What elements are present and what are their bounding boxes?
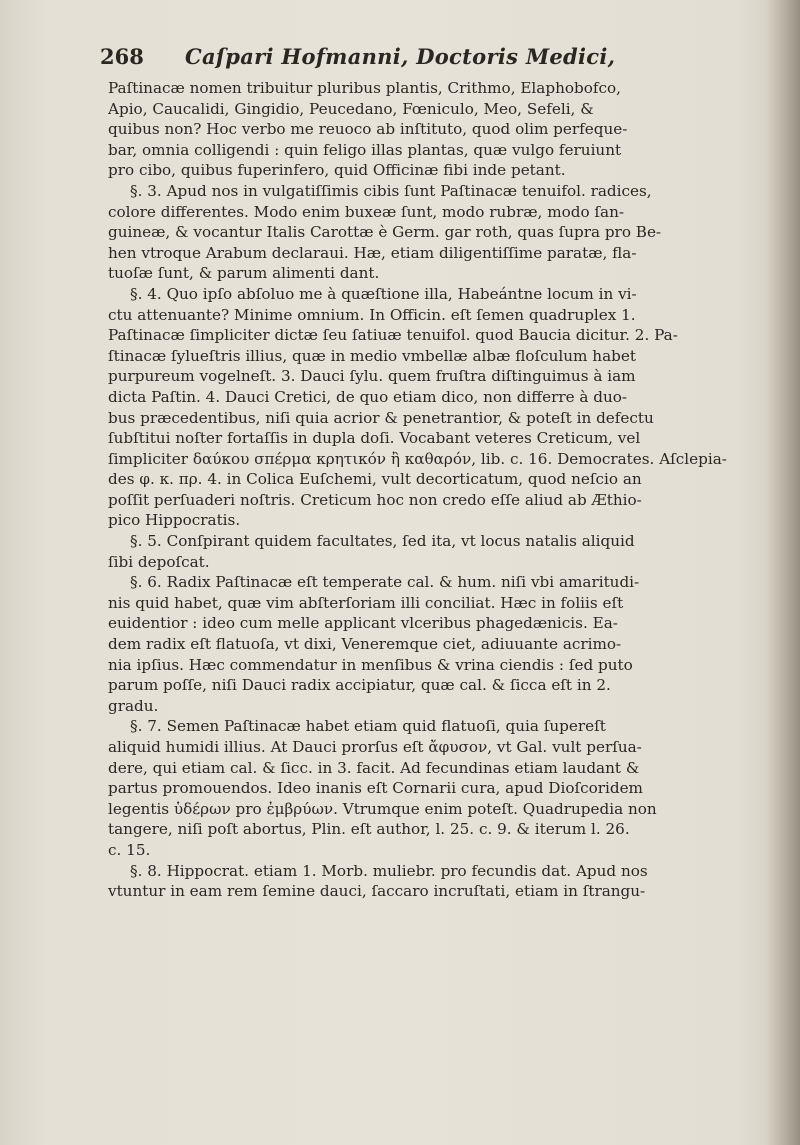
page-header (100, 44, 740, 74)
text-line: des φ. κ. πρ. 4. in Colica Euſchemi, vult decorticatum, quod neſcio an (108, 470, 642, 489)
text-line: poſſit perſuaderi noſtris. Creticum hoc non credo eſſe aliud ab Æthio- (108, 490, 642, 509)
text-line: parum poſſe, niſi Dauci radix accipiatur, quæ cal. & ſicca eſt in 2. (108, 676, 611, 695)
text-line: ſubſtitui noſter fortaſſis in dupla doſi. Vocabant veteres Creticum, vel (108, 429, 641, 448)
text-line: dere, qui etiam cal. & ſicc. in 3. facit. Ad fecundinas etiam laudant & (108, 758, 640, 777)
text-line: bar, omnia colligendi : quin feligo illas plantas, quæ vulgo feruiunt (108, 140, 622, 159)
text-line: purpureum vogelneſt. 3. Dauci ſylu. quem fruſtra diſtinguimus à iam (108, 367, 636, 386)
text-line: c. 15. (108, 840, 151, 859)
page-spine-shadow (766, 0, 800, 1145)
text-line: §. 5. Conſpirant quidem facultates, ſed ita, vt locus natalis aliquid (130, 532, 635, 551)
body-text (108, 78, 748, 902)
running-head: Caſpari Hofmanni, Doctoris Medici, (185, 44, 616, 69)
text-line: aliquid humidi illius. At Dauci prorſus eſt ἄφυσον, vt Gal. vult perſua- (108, 738, 642, 756)
text-line: tangere, niſi poſt abortus, Plin. eſt author, l. 25. c. 9. & iterum l. 26. (108, 820, 630, 839)
text-line: tuoſæ ſunt, & parum alimenti dant. (108, 264, 380, 283)
text-line: gradu. (108, 696, 159, 715)
text-line: ſtinacæ ſylueſtris illius, quæ in medio vmbellæ albæ floſculum habet (108, 346, 636, 365)
text-line: Paſtinacæ nomen tribuitur pluribus plantis, Crithmo, Elaphobofco, (108, 79, 621, 97)
text-line: dicta Paſtin. 4. Dauci Cretici, de quo etiam dico, non differre à duo- (108, 387, 628, 406)
text-line: §. 8. Hippocrat. etiam 1. Morb. muliebr. pro fecundis dat. Apud nos (130, 861, 648, 880)
text-line: colore differentes. Modo enim buxeæ ſunt, modo rubræ, modo ſan- (108, 202, 625, 221)
text-line: §. 6. Radix Paſtinacæ eſt temperate cal. & hum. niſi vbi amaritudi- (130, 573, 640, 592)
text-line: Paſtinacæ ſimpliciter dictæ ſeu ſatiuæ tenuifol. quod Baucia dicitur. 2. Pa- (108, 326, 678, 345)
text-line: ctu attenuante? Minime omnium. In Officin. eſt ſemen quadruplex 1. (108, 305, 636, 324)
text-line: ſibi depoſcat. (108, 552, 210, 571)
text-line: dem radix eſt flatuoſa, vt dixi, Veneremque ciet, adiuuante acrimo- (108, 635, 622, 654)
text-line: ſimpliciter δαύκου σπέρμα κρητικόν ἢ καθαρόν, lib. c. 16. Democrates. Aſclepia- (108, 449, 727, 468)
text-line: partus promouendos. Ideo inanis eſt Cornarii cura, apud Dioſcoridem (108, 779, 643, 798)
text-line: pico Hippocratis. (108, 511, 241, 530)
text-line: §. 4. Quo ipſo abſoluo me à quæſtione illa, Habeántne locum in vi- (130, 284, 637, 303)
text-line: pro cibo, quibus fuperinfero, quid Officinæ fibi inde petant. (108, 161, 566, 180)
text-line: guineæ, & vocantur Italis Carottæ è Germ. gar roth, quas ſupra pro Be- (108, 223, 662, 242)
text-line: §. 3. Apud nos in vulgatiſſimis cibis ſunt Paſtinacæ tenuifol. radices, (130, 181, 652, 200)
text-line: nis quid habet, quæ vim abſterſoriam illi conciliat. Hæc in foliis eſt (108, 593, 624, 612)
text-line: quibus non? Hoc verbo me reuoco ab inſtituto, quod olim perfeque- (108, 120, 628, 139)
page-number: 268 (100, 44, 144, 69)
text-line: hen vtroque Arabum declaraui. Hæ, etiam diligentiſſime paratæ, fla- (108, 243, 637, 262)
text-line: euidentior : ideo cum melle applicant vlceribus phagedænicis. Ea- (108, 614, 618, 633)
text-line: nia ipſius. Hæc commendatur in menſibus & vrina ciendis : ſed puto (108, 655, 633, 674)
text-line: §. 7. Semen Paſtinacæ habet etiam quid flatuoſi, quia ſupereſt (130, 717, 606, 736)
text-line: Apio, Caucalidi, Gingidio, Peucedano, Fœniculo, Meo, Sefeli, & (108, 99, 594, 118)
text-line: vtuntur in eam rem ſemine dauci, ſaccaro incruſtati, etiam in ſtrangu- (108, 882, 646, 901)
text-line: legentis ὑδέρων pro ἐμβρύων. Vtrumque enim poteſt. Quadrupedia non (108, 799, 657, 818)
text-line: bus præcedentibus, niſi quia acrior & penetrantior, & poteſt in defectu (108, 408, 654, 427)
